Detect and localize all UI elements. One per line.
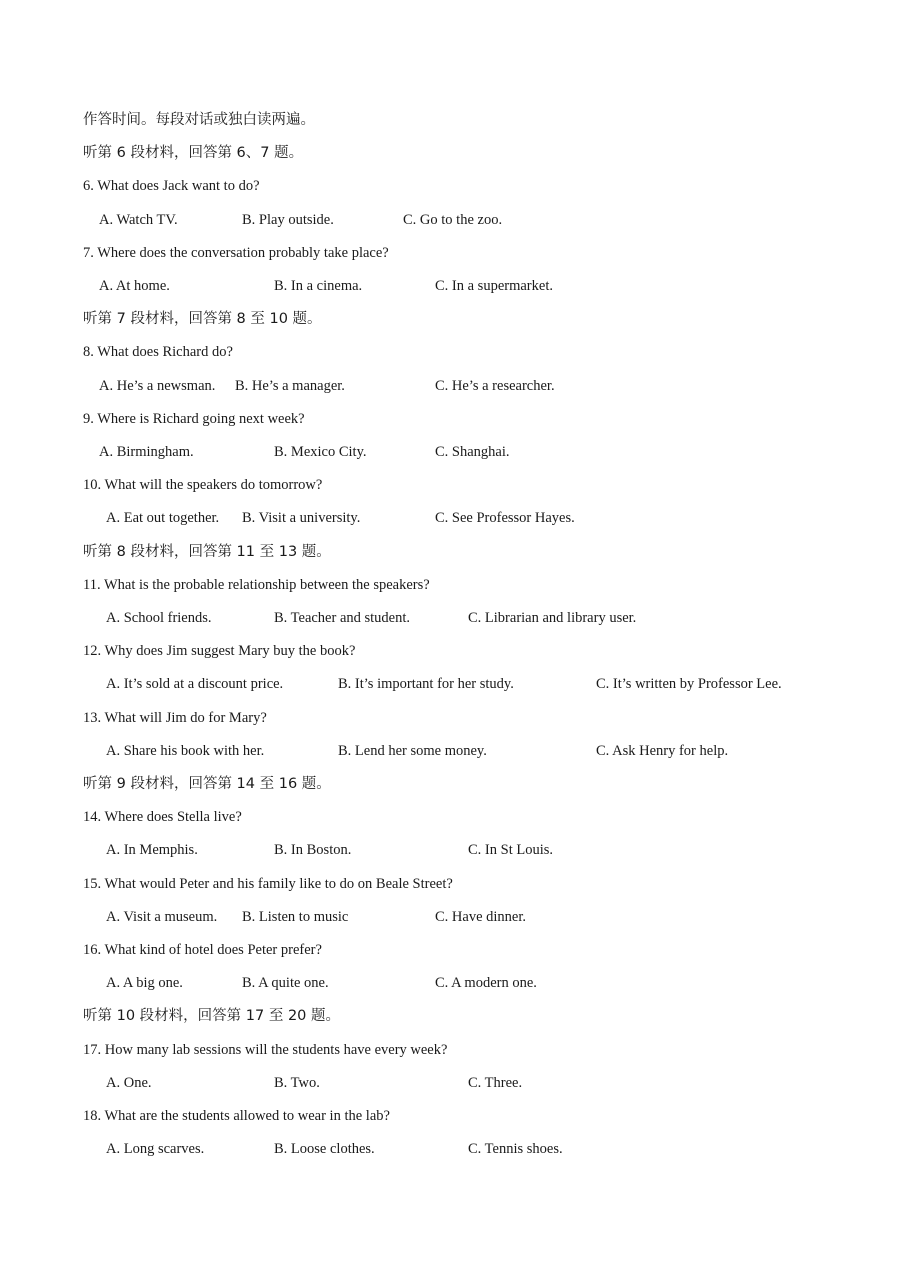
answer-option-c: C. It’s written by Professor Lee. — [596, 676, 782, 693]
answer-option-b: B. It’s important for her study. — [338, 676, 514, 693]
answer-option-b: B. Lend her some money. — [338, 742, 487, 759]
answer-option-c: C. Shanghai. — [435, 444, 510, 460]
question-text: 16. What kind of hotel does Peter prefer? — [83, 942, 322, 958]
section-instruction: 听第 10 段材料，回答第 17 至 20 题。 — [83, 1008, 341, 1025]
answer-option-a: A. At home. — [99, 278, 170, 294]
answer-option-a: A. Birmingham. — [99, 444, 194, 460]
answer-option-c: C. Have dinner. — [435, 908, 527, 925]
answer-option-b: B. Loose clothes. — [274, 1141, 375, 1158]
answer-option-c: C. He’s a researcher. — [435, 377, 555, 394]
answer-option-b: B. Visit a university. — [242, 510, 361, 527]
answer-option-b: B. Two. — [274, 1074, 320, 1091]
answer-option-a: A. In Memphis. — [106, 842, 198, 859]
answer-option-b: B. In Boston. — [274, 842, 352, 859]
answer-option-a: A. A big one. — [106, 975, 183, 992]
answer-option-b: B. A quite one. — [242, 975, 329, 992]
section-instruction: 听第 7 段材料，回答第 8 至 10 题。 — [83, 311, 322, 328]
question-text: 7. Where does the conversation probably take place? — [83, 244, 389, 261]
answer-option-b: B. Play outside. — [242, 211, 334, 228]
answer-option-c: C. Ask Henry for help. — [596, 742, 729, 759]
question-text: 14. Where does Stella live? — [83, 809, 242, 826]
question-text: 13. What will Jim do for Mary? — [83, 709, 267, 726]
answer-option-a: A. Long scarves. — [106, 1141, 205, 1158]
answer-option-a: A. He’s a newsman. — [99, 377, 216, 394]
question-text: 9. Where is Richard going next week? — [83, 410, 305, 427]
answer-option-c: C. In St Louis. — [468, 842, 553, 859]
answer-option-c: C. Tennis shoes. — [468, 1141, 563, 1158]
section-instruction: 听第 8 段材料，回答第 11 至 13 题。 — [83, 543, 331, 560]
answer-option-c: C. In a supermarket. — [435, 278, 553, 294]
answer-option-b: B. In a cinema. — [274, 278, 363, 294]
answer-option-a: A. Eat out together. — [106, 510, 220, 527]
answer-option-a: A. One. — [106, 1074, 152, 1091]
answer-option-c: C. Three. — [468, 1074, 523, 1091]
answer-option-a: A. Share his book with her. — [106, 742, 265, 759]
answer-option-b: B. He’s a manager. — [235, 377, 345, 394]
section-instruction: 听第 6 段材料，回答第 6、7 题。 — [83, 145, 304, 162]
question-text: 6. What does Jack want to do? — [83, 178, 260, 195]
question-text: 15. What would Peter and his family like to do on Beale Street? — [83, 875, 453, 892]
section-instruction: 听第 9 段材料，回答第 14 至 16 题。 — [83, 776, 331, 792]
answer-option-c: C. Librarian and library user. — [468, 610, 637, 626]
answer-option-c: C. See Professor Hayes. — [435, 510, 575, 527]
answer-option-b: B. Mexico City. — [274, 444, 367, 460]
answer-option-a: A. Watch TV. — [99, 211, 178, 228]
answer-option-a: A. School friends. — [106, 610, 212, 626]
question-text: 8. What does Richard do? — [83, 344, 233, 361]
answer-option-a: A. Visit a museum. — [106, 908, 218, 925]
answer-option-c: C. A modern one. — [435, 975, 537, 992]
answer-option-b: B. Listen to music — [242, 908, 349, 925]
question-text: 17. How many lab sessions will the students have every week? — [83, 1041, 448, 1058]
question-text: 18. What are the students allowed to wear in the lab? — [83, 1108, 390, 1124]
question-text: 12. Why does Jim suggest Mary buy the book? — [83, 643, 356, 660]
question-text: 10. What will the speakers do tomorrow? — [83, 477, 323, 494]
answer-option-a: A. It’s sold at a discount price. — [106, 676, 284, 693]
answer-option-b: B. Teacher and student. — [274, 610, 411, 626]
section-instruction: 作答时间。每段对话或独白读两遍。 — [83, 112, 315, 128]
question-text: 11. What is the probable relationship between the speakers? — [83, 576, 430, 593]
answer-option-c: C. Go to the zoo. — [403, 211, 503, 228]
